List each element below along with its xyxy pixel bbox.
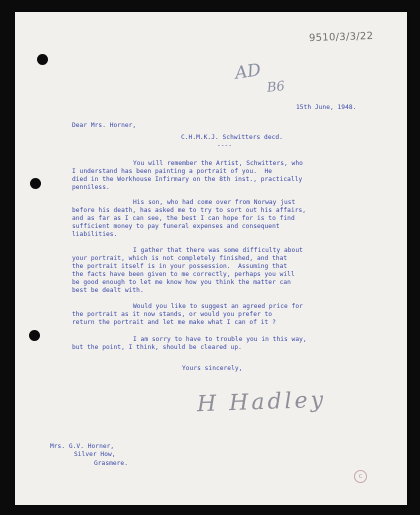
body-line: I gather that there was some difficulty about [133, 247, 303, 254]
recipient-address-line: Silver How, [74, 451, 116, 458]
letter-date: 15th June, 1948. [296, 104, 357, 111]
punch-hole [29, 330, 40, 341]
archive-reference: 9510/3/3/22 [308, 30, 374, 45]
pencil-annotation: B6 [266, 79, 286, 96]
subject-underline: ---- [217, 142, 233, 149]
body-line: You will remember the Artist, Schwitters, who [133, 160, 303, 167]
body-line: the portrait itself is in your possession. Assuming that [72, 263, 288, 270]
letter-page [15, 12, 407, 505]
body-line: the facts have been given to me correctly, perhaps you will [72, 271, 295, 278]
body-line: be good enough to let me know how you think the matter can [72, 279, 291, 286]
salutation: Dear Mrs. Horner, [72, 122, 137, 129]
closing: Yours sincerely, [182, 365, 243, 372]
handwritten-signature: H Hadley [196, 387, 327, 418]
punch-hole [30, 178, 41, 189]
body-line: best be dealt with. [72, 287, 144, 294]
body-line: I understand has been painting a portrait of you. He [72, 168, 273, 175]
body-line: I am sorry to have to trouble you in this way, [133, 336, 307, 343]
body-line: died in the Workhouse Infirmary on the 8th inst., practically [72, 176, 303, 183]
body-line: Would you like to suggest an agreed price for [133, 303, 303, 310]
body-line: but the point, I think, should be cleared up. [72, 344, 242, 351]
recipient-address-line: Mrs. G.V. Horner, [50, 443, 115, 450]
punch-hole [37, 54, 48, 65]
body-line: return the portrait and let me make what I can of it ? [72, 319, 276, 326]
body-line: sufficient money to pay funeral expenses and consequent [72, 223, 280, 230]
body-line: His son, who had come over from Norway just [133, 199, 296, 206]
copyright-stamp: c [354, 470, 367, 483]
body-line: and as far as I can see, the best I can hope for is to find [72, 215, 295, 222]
pencil-annotation: AD [233, 60, 263, 84]
subject-line: C.H.M.K.J. Schwitters decd. [181, 134, 283, 141]
body-line: liabilities. [72, 231, 118, 238]
body-line: the portrait as it now stands, or would you prefer to [72, 311, 273, 318]
recipient-address-line: Grasmere. [94, 460, 128, 467]
body-line: penniless. [72, 184, 110, 191]
body-line: your portrait, which is not completely finished, and that [72, 255, 288, 262]
body-line: before his death, has asked me to try to sort out his affairs, [72, 207, 307, 214]
